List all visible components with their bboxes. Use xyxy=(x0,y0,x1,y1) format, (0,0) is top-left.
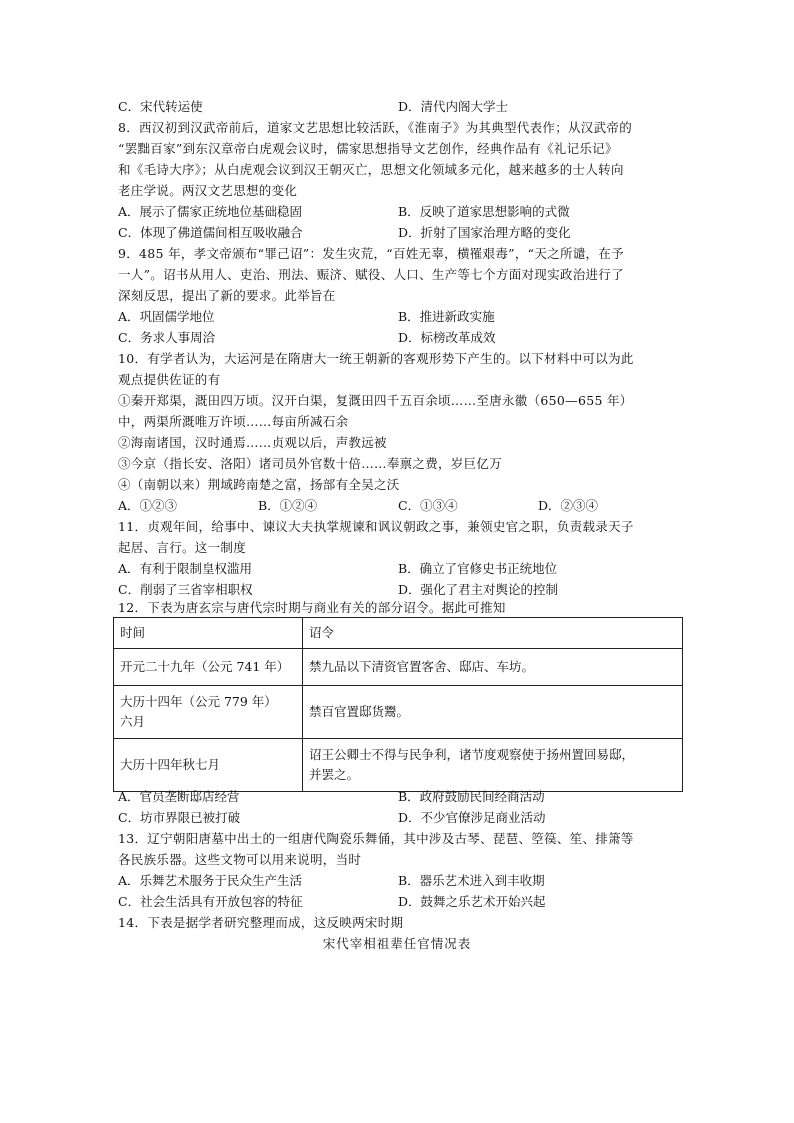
q8-stem-line: 8．西汉初到汉武帝前后，道家文艺思想比较活跃，《淮南子》为其典型代表作；从汉武帝的 xyxy=(118,120,633,135)
header-edict: 诏令 xyxy=(303,618,683,649)
q8-option-a[interactable]: A．展示了儒家正统地位基础稳固 xyxy=(118,204,303,219)
q8-stem-line: 和《毛诗大序》；从白虎观会议到汉王朝灭亡，思想文化领域多元化，越来越多的士人转向 xyxy=(118,162,624,177)
q10-option-d[interactable]: D．②③④ xyxy=(538,498,599,513)
q8-stem-line: 老庄学说。两汉文艺思想的变化 xyxy=(118,183,298,198)
q10-stem-line: 10．有学者认为，大运河是在隋唐大一统王朝新的客观形势下产生的。以下材料中可以为此 xyxy=(118,351,634,366)
q12-option-b[interactable]: B．政府鼓励民间经商活动 xyxy=(398,789,545,804)
q13-stem-line: 13．辽宁朝阳唐墓中出土的一组唐代陶瓷乐舞俑，其中涉及古琴、琵琶、箜篌、笙、排箫等 xyxy=(118,831,634,846)
q12-option-d[interactable]: D．不少官僚涉足商业活动 xyxy=(398,810,546,825)
q11-stem-line: 11．贞观年间，给事中、谏议大夫执掌规谏和讽议朝政之事，兼领史官之职，负责载录天子 xyxy=(118,519,634,534)
q10-material-line: ①秦开郑渠，溉田四万顷。汉开白渠，复溉田四千五百余顷……至唐永徽（650—655 年） xyxy=(118,393,633,408)
q9-stem-line: 一人”。诏书从用人、吏治、刑法、赈济、赋役、人口、生产等七个方面对现实政治进行了 xyxy=(118,267,624,282)
q13-option-a[interactable]: A．乐舞艺术服务于民众生产生活 xyxy=(118,873,303,888)
q11-option-a[interactable]: A．有利于限制皇权滥用 xyxy=(118,561,253,576)
q14-table-title: 宋代宰相祖辈任官情况表 xyxy=(322,936,472,951)
table-row xyxy=(114,686,683,739)
q9-option-a[interactable]: A．巩固儒学地位 xyxy=(118,309,215,324)
q8-stem-line: “罢黜百家”到东汉章帝白虎观会议时，儒家思想指导文艺创作，经典作品有《礼记乐记》 xyxy=(118,141,618,156)
table-row xyxy=(114,739,683,792)
row-time: 开元二十九年（公元 741 年） xyxy=(114,649,303,686)
q9-option-d[interactable]: D．标榜改革成效 xyxy=(398,330,496,345)
q12-option-a[interactable]: A．官员垄断邸店经营 xyxy=(118,789,240,804)
q7-option-d[interactable]: D．清代内阁大学士 xyxy=(398,99,509,114)
q10-material-line: ②海南诸国，汉时通焉……贞观以后，声教远被 xyxy=(118,435,387,450)
q11-option-d[interactable]: D．强化了君主对舆论的控制 xyxy=(398,582,559,597)
q8-option-b[interactable]: B．反映了道家思想影响的式微 xyxy=(398,204,570,219)
row-edict: 禁九品以下清资官置客舍、邸店、车坊。 xyxy=(303,649,683,686)
header-time: 时间 xyxy=(114,618,303,649)
q7-option-c[interactable]: C．宋代转运使 xyxy=(118,99,203,114)
table-header-row xyxy=(114,618,683,649)
q11-option-c[interactable]: C．削弱了三省宰相职权 xyxy=(118,582,253,597)
q8-option-c[interactable]: C．体现了佛道儒间相互吸收融合 xyxy=(118,225,303,240)
q9-stem-line: 深刻反思，提出了新的要求。此举旨在 xyxy=(118,288,336,303)
q14-stem: 14．下表是据学者研究整理而成，这反映两宋时期 xyxy=(118,915,404,930)
q13-option-c[interactable]: C．社会生活具有开放包容的特征 xyxy=(118,894,303,909)
q10-option-b[interactable]: B．①②④ xyxy=(258,498,318,513)
q12-edict-table xyxy=(113,617,683,792)
q13-option-d[interactable]: D．鼓舞之乐艺术开始兴起 xyxy=(398,894,546,909)
q11-stem-line: 起居、言行。这一制度 xyxy=(118,540,247,555)
q10-stem-line: 观点提供佐证的有 xyxy=(118,372,221,387)
q9-option-b[interactable]: B．推进新政实施 xyxy=(398,309,495,324)
row-time: 大历十四年秋七月 xyxy=(114,739,303,792)
q8-option-d[interactable]: D．折射了国家治理方略的变化 xyxy=(398,225,571,240)
q13-stem-line: 各民族乐器。这些文物可以用来说明，当时 xyxy=(118,852,362,867)
q12-option-c[interactable]: C．坊市界限已被打破 xyxy=(118,810,241,825)
q10-material-line: ③今京（指长安、洛阳）诸司员外官数十倍……奉禀之费，岁巨亿万 xyxy=(118,456,503,471)
row-edict: 诏王公卿士不得与民争利，诸节度观察使于扬州置回易邸， 并罢之。 xyxy=(303,739,683,792)
q12-stem: 12．下表为唐玄宗与唐代宗时期与商业有关的部分诏令。据此可推知 xyxy=(118,600,506,615)
q9-stem-line: 9．485 年，孝文帝颁布“罪己诏”：发生灾荒，“百姓无辜，横罹艰毒”，“天之所谴，在予 xyxy=(118,246,624,261)
q10-option-c[interactable]: C．①③④ xyxy=(398,498,458,513)
row-edict: 禁百官置邸货鬻。 xyxy=(303,686,683,739)
row-time: 大历十四年（公元 779 年） 六月 xyxy=(114,686,303,739)
q10-option-a[interactable]: A．①②③ xyxy=(118,498,178,513)
q10-material-line: ④（南朝以来）荆域跨南楚之富，扬部有全吴之沃 xyxy=(118,477,400,492)
q13-option-b[interactable]: B．器乐艺术进入到丰收期 xyxy=(398,873,545,888)
q11-option-b[interactable]: B．确立了官修史书正统地位 xyxy=(398,561,558,576)
q9-option-c[interactable]: C．务求人事周洽 xyxy=(118,330,216,345)
table-row xyxy=(114,649,683,686)
q10-material-line: 中，两渠所溉唯万许顷……每亩所减石余 xyxy=(118,414,349,429)
